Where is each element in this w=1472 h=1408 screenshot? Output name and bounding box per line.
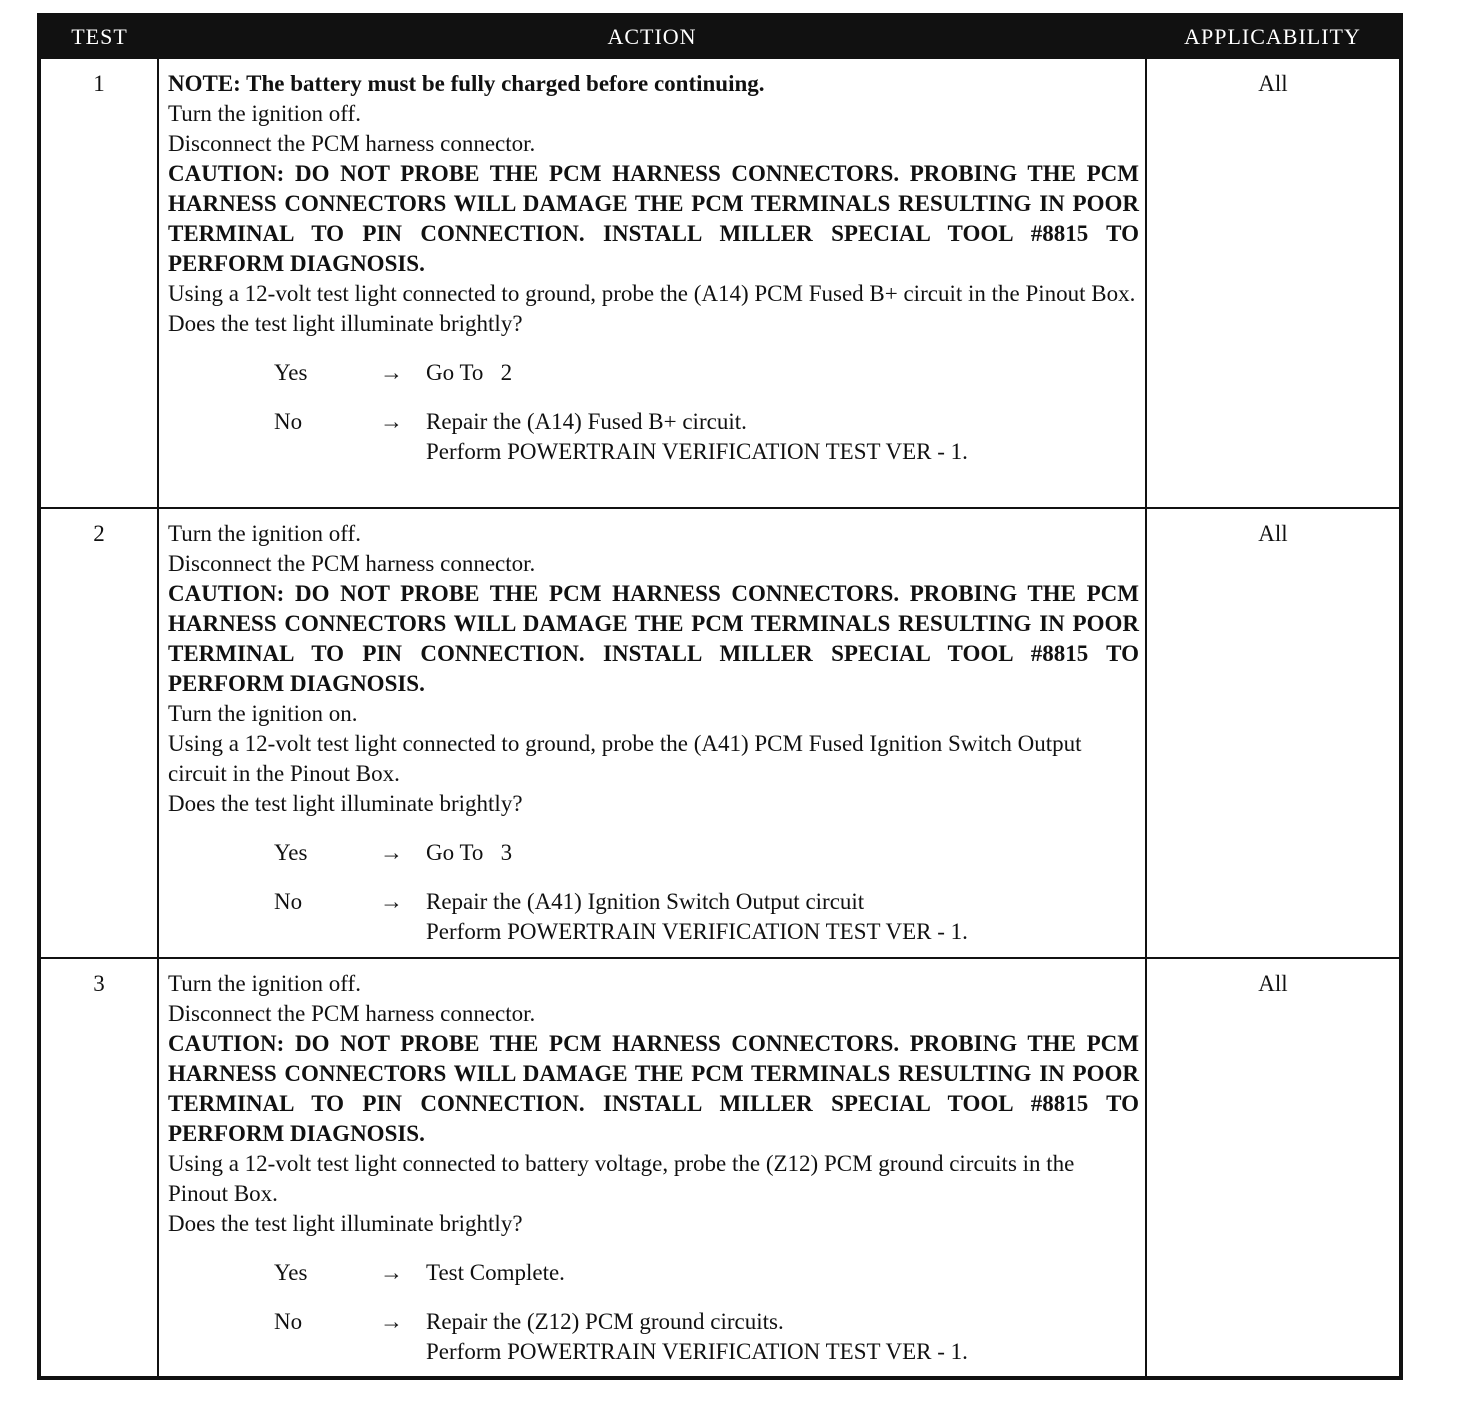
table-row — [39, 508, 1401, 958]
no-text-line-2: Perform POWERTRAIN VERIFICATION TEST VER - 1. — [426, 1339, 968, 1364]
action-cell — [158, 958, 1146, 1378]
yes-result — [168, 838, 1139, 868]
yes-result — [168, 358, 1139, 388]
question-text: Does the test light illuminate brightly? — [168, 791, 523, 816]
step-text: Disconnect the PCM harness connector. — [168, 551, 536, 576]
no-label: No — [274, 409, 303, 434]
no-result — [168, 407, 1139, 467]
arrow-right-icon: → — [380, 840, 403, 865]
question-text: Does the test light illuminate brightly? — [168, 311, 523, 336]
yes-label: Yes — [274, 1260, 308, 1285]
no-text-line-2: Perform POWERTRAIN VERIFICATION TEST VER - 1. — [426, 919, 968, 944]
no-text-line-1: Repair the (A41) Ignition Switch Output circuit — [426, 889, 865, 914]
no-result — [168, 1307, 1139, 1367]
question-text: Does the test light illuminate brightly? — [168, 1211, 523, 1236]
arrow-right-icon: → — [380, 1260, 403, 1285]
step-text: Turn the ignition off. — [168, 971, 361, 996]
no-label: No — [274, 889, 303, 914]
table-row — [39, 958, 1401, 1378]
caution-text: CAUTION: DO NOT PROBE THE PCM HARNESS CONNECTORS. PROBING THE PCM HARNESS CONNECTORS WILL DAMAGE THE PCM TERMINALS RESULTING IN POOR TERMINAL TO PIN CONNECTION. INSTALL MILLER SPECIAL TOOL #8815 TO PERFORM DIAGNOSIS. — [168, 1031, 1139, 1146]
yes-label: Yes — [274, 840, 308, 865]
action-cell — [158, 508, 1146, 958]
step-text: Turn the ignition off. — [168, 521, 361, 546]
action-cell — [158, 58, 1146, 508]
table-header-row — [39, 15, 1401, 58]
no-text-line-1: Repair the (A14) Fused B+ circuit. — [426, 409, 747, 434]
test-number: 1 — [39, 58, 158, 508]
arrow-right-icon: → — [380, 360, 403, 385]
header-action: ACTION — [158, 15, 1146, 58]
applicability-value: All — [1146, 58, 1401, 508]
no-label: No — [274, 1309, 303, 1334]
yes-text: Go To 2 — [426, 360, 513, 385]
arrow-right-icon: → — [380, 1309, 403, 1334]
no-text — [426, 887, 1139, 947]
step-text: Turn the ignition on. — [168, 701, 358, 726]
probe-text: Using a 12-volt test light connected to ground, probe the (A14) PCM Fused B+ circuit in the Pinout Box. — [168, 281, 1136, 306]
applicability-value: All — [1146, 958, 1401, 1378]
diagnostic-test-table — [37, 13, 1403, 1380]
note-text: NOTE: The battery must be fully charged before continuing. — [168, 71, 765, 96]
header-applicability: APPLICABILITY — [1146, 15, 1401, 58]
step-text: Turn the ignition off. — [168, 101, 361, 126]
yes-label: Yes — [274, 360, 308, 385]
no-text — [426, 407, 1139, 467]
arrow-right-icon: → — [380, 409, 403, 434]
yes-text: Test Complete. — [426, 1260, 565, 1285]
arrow-right-icon: → — [380, 889, 403, 914]
applicability-value: All — [1146, 508, 1401, 958]
step-text: Disconnect the PCM harness connector. — [168, 131, 536, 156]
probe-text: Using a 12-volt test light connected to ground, probe the (A41) PCM Fused Ignition Switch Output circuit in the Pinout Box. — [168, 731, 1082, 786]
caution-text: CAUTION: DO NOT PROBE THE PCM HARNESS CONNECTORS. PROBING THE PCM HARNESS CONNECTORS WILL DAMAGE THE PCM TERMINALS RESULTING IN POOR TERMINAL TO PIN CONNECTION. INSTALL MILLER SPECIAL TOOL #8815 TO PERFORM DIAGNOSIS. — [168, 161, 1139, 276]
no-text-line-2: Perform POWERTRAIN VERIFICATION TEST VER - 1. — [426, 439, 968, 464]
yes-result — [168, 1258, 1139, 1288]
probe-text: Using a 12-volt test light connected to battery voltage, probe the (Z12) PCM ground circuits in the Pinout Box. — [168, 1151, 1075, 1206]
step-text: Disconnect the PCM harness connector. — [168, 1001, 536, 1026]
no-text — [426, 1307, 1139, 1367]
header-test: TEST — [39, 15, 158, 58]
test-number: 2 — [39, 508, 158, 958]
no-text-line-1: Repair the (Z12) PCM ground circuits. — [426, 1309, 784, 1334]
yes-text: Go To 3 — [426, 840, 513, 865]
test-number: 3 — [39, 958, 158, 1378]
caution-text: CAUTION: DO NOT PROBE THE PCM HARNESS CONNECTORS. PROBING THE PCM HARNESS CONNECTORS WILL DAMAGE THE PCM TERMINALS RESULTING IN POOR TERMINAL TO PIN CONNECTION. INSTALL MILLER SPECIAL TOOL #8815 TO PERFORM DIAGNOSIS. — [168, 581, 1139, 696]
no-result — [168, 887, 1139, 947]
table-row — [39, 58, 1401, 508]
